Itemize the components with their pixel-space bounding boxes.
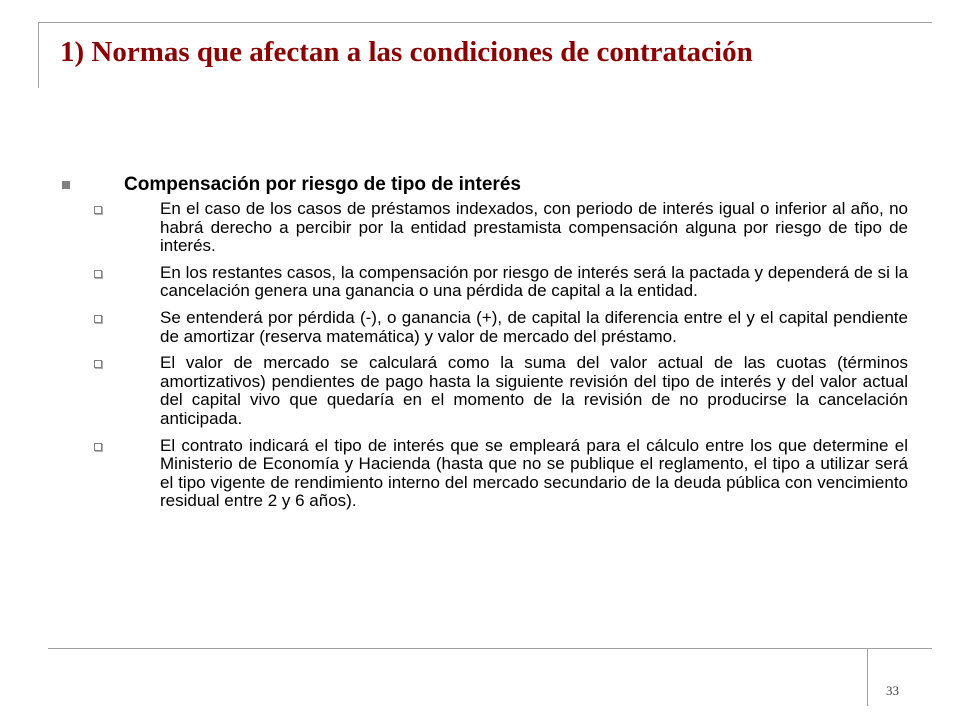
square-bullet-icon [62, 181, 70, 189]
list-item [62, 200, 912, 256]
list-item-text: Se entenderá por pérdida (-), o ganancia (+), de capital la diferencia entre el y el capital pendiente de amortizar (reserva matemática) y valor de mercado del préstamo. [160, 307, 908, 346]
top-rule [38, 22, 932, 23]
list-item-text: El contrato indicará el tipo de interés que se empleará para el cálculo entre los que determine el Ministerio de Economía y Hacienda (hasta que no se publique el reglamento, el tipo a utilizar será el tipo vigente de rendimiento interno del mercado secundario de la deuda pública con vencimiento residual entre 2 y 6 años). [160, 435, 908, 511]
bullet-list [62, 200, 912, 511]
bottom-rule [48, 648, 932, 649]
content-section [62, 172, 912, 519]
section-title: Compensación por riesgo de tipo de interés [124, 174, 521, 195]
section-heading [62, 172, 912, 200]
hollow-square-bullet-icon [94, 270, 102, 278]
list-item [62, 309, 912, 346]
page-number: 33 [886, 683, 899, 698]
hollow-square-bullet-icon [94, 206, 102, 214]
list-item-text: En el caso de los casos de préstamos indexados, con periodo de interés igual o inferior al año, no habrá derecho a percibir por la entidad prestamista compensación alguna por riesgo de tipo de interés. [160, 199, 908, 256]
right-rule [867, 648, 868, 706]
list-item [62, 354, 912, 428]
list-item-text: El valor de mercado se calculará como la suma del valor actual de las cuotas (términos amortizativos) pendientes de pago hasta la siguiente revisión del tipo de interés y del valor actual del capital vivo que quedaría en el momento de la revisión de no producirse la cancelación anticipada. [160, 353, 908, 428]
hollow-square-bullet-icon [94, 315, 102, 323]
list-item [62, 264, 912, 301]
list-item [62, 437, 912, 511]
list-item-text: En los restantes casos, la compensación por riesgo de interés será la pactada y dependerá de si la cancelación genera una ganancia o una pérdida de capital a la entidad. [160, 262, 908, 301]
hollow-square-bullet-icon [94, 443, 102, 451]
left-rule [38, 22, 39, 88]
hollow-square-bullet-icon [94, 360, 102, 368]
slide-title: 1) Normas que afectan a las condiciones de contratación [60, 36, 753, 68]
